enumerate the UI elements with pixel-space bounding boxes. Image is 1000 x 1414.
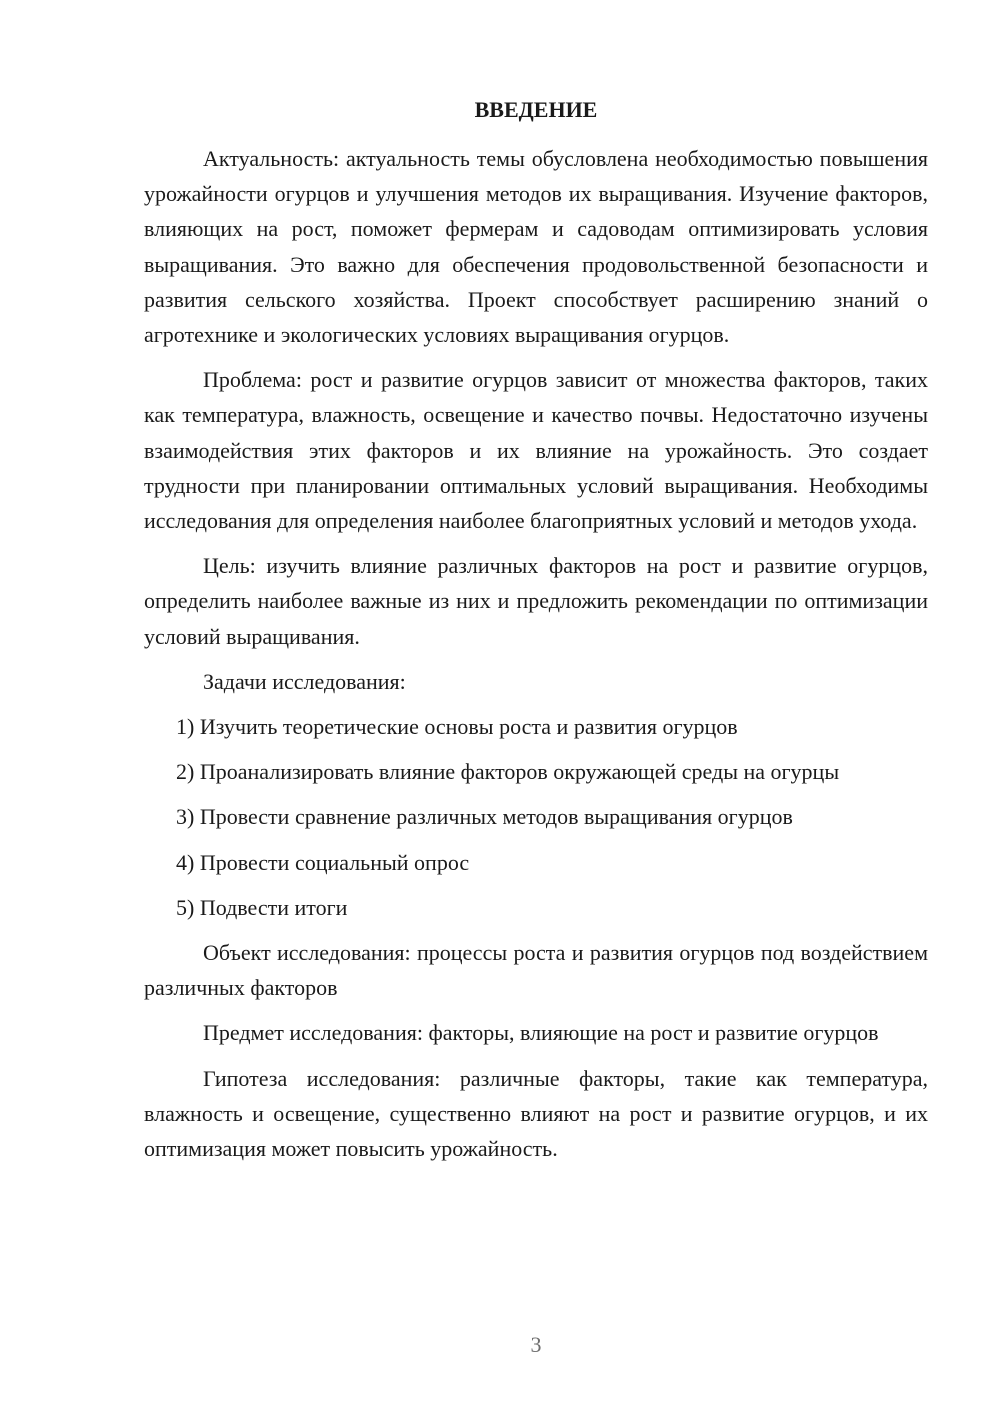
- task-item-5: 5) Подвести итоги: [176, 894, 348, 920]
- paragraph-goal: Цель: изучить влияние различных факторов на рост и развитие огурцов, определить наиболее важные из них и предложить рекомендации по оптимизации условий выращивания.: [144, 553, 928, 649]
- task-item-2: 2) Проанализировать влияние факторов окружающей среды на огурцы: [176, 759, 840, 785]
- page-number: 3: [530, 1332, 542, 1357]
- paragraph-problem: Проблема: рост и развитие огурцов зависит от множества факторов, таких как температура, влажность, освещение и качество почвы. Недостаточно изучены взаимодействия этих факторов и их влияние на урожайность. Это создает трудности при планировании оптимальных условий выращивания. Необходимы исследования для определения наиболее благоприятных условий и методов ухода.: [144, 367, 928, 534]
- paragraph-object: Объект исследования: процессы роста и развития огурцов под воздействием различных факторов: [144, 940, 928, 1001]
- task-item-3: 3) Провести сравнение различных методов выращивания огурцов: [176, 804, 793, 830]
- paragraph-hypothesis: Гипотеза исследования: различные факторы, такие как температура, влажность и освещение, существенно влияют на рост и развитие огурцов, и их оптимизация может повысить урожайность.: [144, 1065, 928, 1162]
- page-title: ВВЕДЕНИЕ: [474, 97, 598, 122]
- paragraph-relevance: Актуальность: актуальность темы обусловлена необходимостью повышения урожайности огурцов и улучшения методов их выращивания. Изучение факторов, влияющих на рост, поможет фермерам и садоводам оптимизировать условия выращивания. Это важно для обеспечения продовольственной безопасности и развития сельского хозяйства. Проект способствует расширению знаний о агротехнике и экологических условиях выращивания огурцов.: [144, 146, 928, 348]
- paragraph-subject: Предмет исследования: факторы, влияющие на рост и развитие огурцов: [203, 1020, 879, 1046]
- task-item-4: 4) Провести социальный опрос: [176, 849, 470, 875]
- task-item-1: 1) Изучить теоретические основы роста и развития огурцов: [176, 714, 738, 740]
- document-body: [144, 92, 928, 1176]
- tasks-heading: Задачи исследования:: [203, 668, 406, 694]
